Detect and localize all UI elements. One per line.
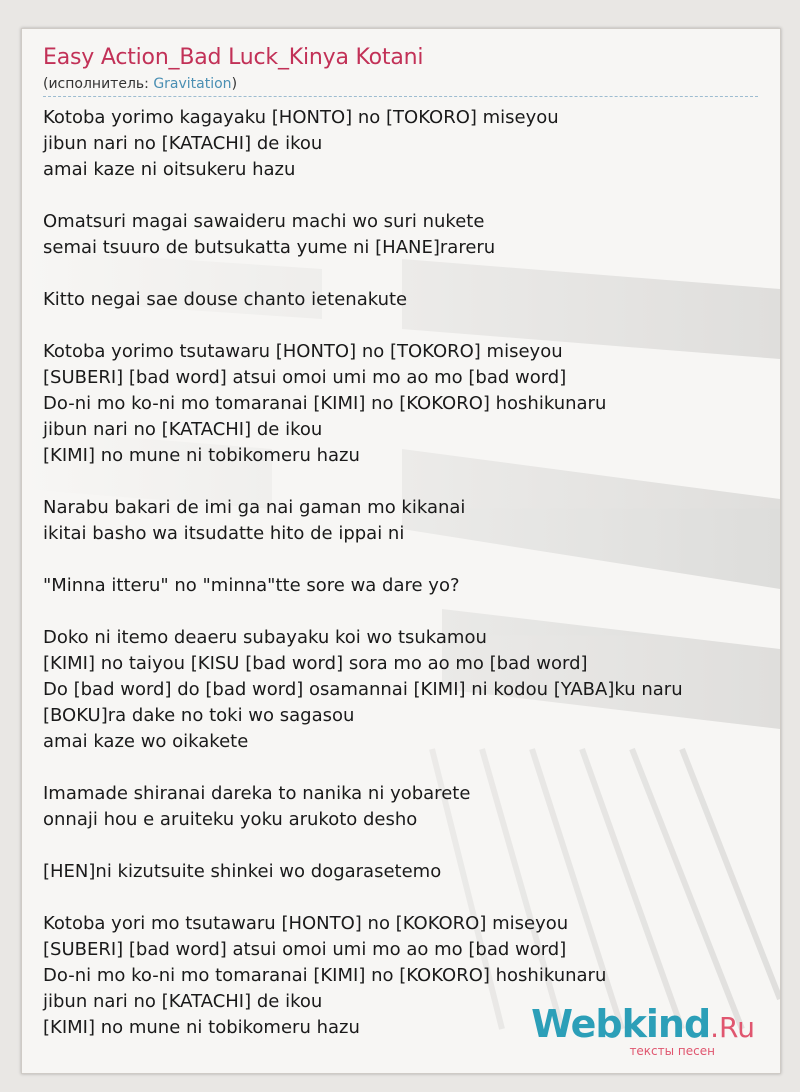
lyric-line: [SUBERI] [bad word] atsui omoi umi mo ao mo [bad word] <box>43 939 567 960</box>
stanza-break <box>43 183 758 209</box>
artist-link[interactable]: Gravitation <box>153 76 232 92</box>
stanza-break <box>43 261 758 287</box>
artist-prefix: (исполнитель: <box>43 76 154 92</box>
lyric-line: jibun nari no [KATACHI] de ikou <box>43 419 323 440</box>
lyric-line: Kotoba yori mo tsutawaru [HONTO] no [KOKORO] miseyou <box>43 913 569 934</box>
stanza-break <box>43 599 758 625</box>
lyric-line: Omatsuri magai sawaideru machi wo suri nukete <box>43 211 485 232</box>
artist-line <box>43 74 758 97</box>
stanza-break <box>43 313 758 339</box>
lyrics-card <box>21 28 781 1074</box>
lyric-line: [KIMI] no mune ni tobikomeru hazu <box>43 1017 360 1038</box>
stanza-break <box>43 833 758 859</box>
lyric-line: onnaji hou e aruiteku yoku arukoto desho <box>43 809 418 830</box>
lyric-line: [HEN]ni kizutsuite shinkei wo dogarasetemo <box>43 861 442 882</box>
lyric-line: [BOKU]ra dake no toki wo sagasou <box>43 705 355 726</box>
stanza-break <box>43 469 758 495</box>
lyric-line: Kitto negai sae douse chanto ietenakute <box>43 289 408 310</box>
lyric-line: "Minna itteru" no "minna"tte sore wa dare yo? <box>43 575 460 596</box>
song-title: Easy Action_Bad Luck_Kinya Kotani <box>43 45 424 70</box>
lyric-line: [SUBERI] [bad word] atsui omoi umi mo ao mo [bad word] <box>43 367 567 388</box>
lyric-line: jibun nari no [KATACHI] de ikou <box>43 133 323 154</box>
lyric-line: Narabu bakari de imi ga nai gaman mo kikanai <box>43 497 466 518</box>
lyric-line: Do [bad word] do [bad word] osamannai [KIMI] ni kodou [YABA]ku naru <box>43 679 683 700</box>
lyric-line: Do-ni mo ko-ni mo tomaranai [KIMI] no [KOKORO] hoshikunaru <box>43 965 607 986</box>
lyric-line: Doko ni itemo deaeru subayaku koi wo tsukamou <box>43 627 487 648</box>
lyric-line: semai tsuuro de butsukatta yume ni [HANE]rareru <box>43 237 496 258</box>
watermark-tagline: тексты песен <box>629 1044 715 1058</box>
watermark-brand: Webkind.Ru <box>531 1002 755 1046</box>
lyric-line: [KIMI] no taiyou [KISU [bad word] sora mo ao mo [bad word] <box>43 653 588 674</box>
lyric-line: ikitai basho wa itsudatte hito de ippai ni <box>43 523 405 544</box>
artist-suffix: ) <box>231 76 238 92</box>
lyric-line: amai kaze wo oikakete <box>43 731 249 752</box>
lyric-line: Kotoba yorimo tsutawaru [HONTO] no [TOKORO] miseyou <box>43 341 563 362</box>
lyric-line: Do-ni mo ko-ni mo tomaranai [KIMI] no [KOKORO] hoshikunaru <box>43 393 607 414</box>
lyric-line: jibun nari no [KATACHI] de ikou <box>43 991 323 1012</box>
stanza-break <box>43 885 758 911</box>
webkind-watermark-logo <box>531 1004 755 1058</box>
lyric-line: amai kaze ni oitsukeru hazu <box>43 159 296 180</box>
lyric-line: Imamade shiranai dareka to nanika ni yobarete <box>43 783 471 804</box>
stanza-break <box>43 755 758 781</box>
lyrics-body <box>43 105 758 1041</box>
lyric-line: Kotoba yorimo kagayaku [HONTO] no [TOKORO] miseyou <box>43 107 559 128</box>
stanza-break <box>43 547 758 573</box>
lyric-line: [KIMI] no mune ni tobikomeru hazu <box>43 445 360 466</box>
